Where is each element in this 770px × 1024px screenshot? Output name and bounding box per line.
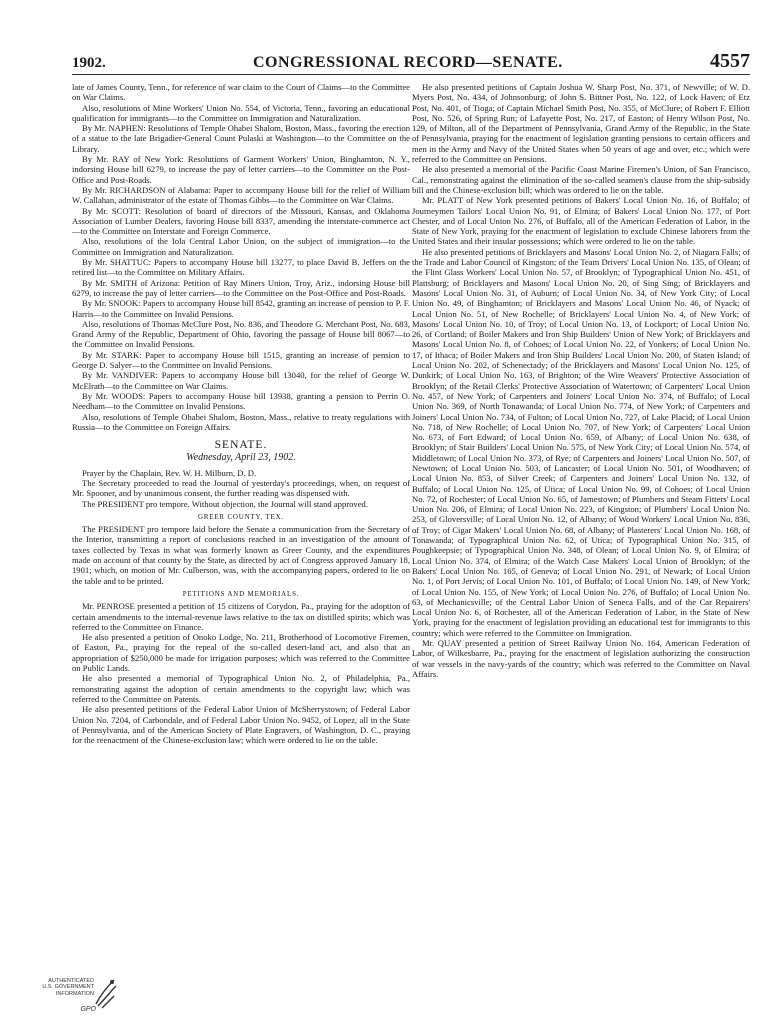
page-header [72, 50, 750, 75]
senate-date: Wednesday, April 23, 1902. [186, 452, 296, 464]
header-title: CONGRESSIONAL RECORD—SENATE. [252, 54, 563, 71]
house-paragraph: By Mr. RAY of New York: Resolutions of Garment Workers' Union, Binghamton, N. Y., indorsing House bill 6279, to increase the pay of letter carriers—to the Committee on the Post-Office and Post-Roads. [72, 154, 410, 185]
house-paragraph: Also, resolutions of Mine Workers' Union No. 554, of Victoria, Tenn., favoring an educational qualification for immigrants—to the Committee on Immigration and Naturalization. [72, 102, 410, 123]
petition-paragraph: He also presented a memorial of Typographical Union No. 2, of Philadelphia, Pa., remonstrating against the adoption of certain amendments to the copyright law; which was referred to the Committee on Patents. [72, 673, 410, 704]
greer-county-paragraph: The PRESIDENT pro tempore laid before the Senate a communication from the Secretary of the Interior, transmitting a report of conclusions reached in an investigation of the amount of taxes collected by Texas in what was formerly known as Greer County, and the expenditures made on account of that county by the State, as directed by act of Congress approved January 18, 1901; which, on motion of Mr. Culberson, was, with the accompanying papers, ordered to lie on the table and to be printed. [72, 524, 410, 586]
left-column [72, 82, 410, 972]
house-paragraph: By Mr. WOODS: Papers to accompany House bill 13938, granting a pension to Perrin O. Needham—to the Committee on Invalid Pensions. [72, 390, 410, 412]
senate-paragraph: The PRESIDENT pro tempore. Without objection, the Journal will stand approved. [82, 498, 368, 509]
petition-paragraph: Mr. QUAY presented a petition of Street Railway Union No. 164, American Federation of Labor, of Wilkesbarre, Pa., praying for the enactment of legislation authorizing the construction of war vessels in the navy-yards of the country; which was referred to the Committee on Naval Affairs. [412, 638, 750, 679]
petition-paragraph: He also presented petitions of Captain Joshua W. Sharp Post, No. 371, of Newville; of W. D. Myers Post, No. 434, of Johnsonburg; of John S. Bittner Post, No. 122, of Lock Haven; of Etz Post, No. 401, of Tioga; of Captain Michael Smith Post, No. 355, of McClure; of Robert F. Elliott Post, No. 526, of Spring Run; of Lafayette Post, No. 217, of Easton; of Henry Wilson Post, No. 129, of Milton, all of the Department of Pennsylvania, Grand Army of the Republic, in the State of Pennsylvania, praying for the enactment of legislation granting pensions to certain officers and men in the Army and Navy of the United States when 50 years of age and over, etc.; which were referred to the Committee on Pensions. [412, 82, 750, 165]
senate-heading: SENATE. [214, 439, 268, 452]
gpo-authentication-badge [4, 972, 122, 1016]
petition-paragraph: He also presented petitions of the Federal Labor Union of McSherrystown; of Federal Labor Union No. 7204, of Carbondale, and of Federal Labor Union No. 9452, of Lopez, all in the State of Pennsylvania, and of the American Society of Plate Engravers, of Washington, D. C., praying for the reenactment of the Chinese-exclusion law; which were ordered to lie on the table. [72, 704, 410, 746]
badge-line: INFORMATION [55, 990, 94, 997]
house-paragraph: By Mr. RICHARDSON of Alabama: Paper to accompany House bill for the relief of William W. Callahan, administrator of the estate of Thomas Gibbs—to the Committee on War Claims. [72, 184, 410, 206]
petition-paragraph: He also presented a petition of Onoko Lodge, No. 211, Brotherhood of Locomotive Firemen, of Easton, Pa., praying for the repeal of the so-called desert-land act, and also that an appropriation of $250,000 be made for irrigation purposes; which was referred to the Committee on Public Lands. [72, 632, 410, 674]
badge-line: U.S. GOVERNMENT [42, 984, 94, 991]
header-page-number: 4557 [709, 50, 750, 72]
senate-paragraph: Prayer by the Chaplain, Rev. W. H. Milburn, D. D. [82, 467, 257, 478]
house-paragraph: By Mr. SHATTUC: Papers to accompany House bill 13277, to place David B. Jeffers on the retired list—to the Committee on Military Affairs. [72, 257, 410, 278]
house-paragraph: Also, resolutions of Thomas McClure Post, No. 836, and Theodore G. Merchant Post, No. 683, Grand Army of the Republic, Department of Ohio, favoring the passage of House bill 8067—to the Committee on Invalid Pensions. [72, 318, 410, 350]
house-paragraph: Also, resolutions of Temple Ohabei Shalom, Boston, Mass., relative to treaty regulations with Russia—to the Committee on Foreign Affairs. [72, 411, 410, 432]
house-paragraph: By Mr. VANDIVER: Papers to accompany House bill 13040, for the relief of George W. McElrath—to the Committee on War Claims. [72, 370, 410, 391]
gpo-mark-text: GPO [80, 1005, 96, 1013]
petition-paragraph: He also presented a memorial of the Pacific Coast Marine Firemen's Union, of San Francisco, Cal., remonstrating against the elimination of the so-called seamen's clause from the ship-subsidy bill and the Chinese-exclusion bill; which was ordered to lie on the table. [412, 164, 750, 195]
house-paragraph: By Mr. SCOTT: Resolution of board of directors of the Missouri, Kansas, and Oklahoma Association of Lumber Dealers, favoring House bill 8337, amending the interstate-commerce act—to the Committee on Interstate and Foreign Commerce. [72, 205, 410, 237]
petition-paragraph: Mr. PENROSE presented a petition of 15 citizens of Corydon, Pa., praying for the adoption of certain amendments to the internal-revenue laws relative to the tax on distilled spirits; which was referred to the Committee on Finance. [72, 601, 410, 632]
house-paragraph: Also, resolutions of the Iola Central Labor Union, on the subject of immigration—to the Committee on Immigration and Naturalization. [72, 236, 410, 257]
two-column-body [72, 82, 750, 972]
house-paragraph: By Mr. STARK: Paper to accompany House bill 1515, granting an increase of pension to George D. Salyer—to the Committee on Invalid Pensions. [72, 349, 410, 371]
petitions-heading: PETITIONS AND MEMORIALS. [182, 589, 300, 598]
house-paragraph: late of James County, Tenn., for reference of war claim to the Court of Claims—to the Committee on War Claims. [72, 82, 410, 103]
header-year: 1902. [72, 55, 106, 71]
petition-paragraph: He also presented petitions of Bricklayers and Masons' Local Union No. 2, of Niagara Falls; of the Trade and Labor Council of Kingston; of the Team Drivers' Local Union No. 135, of Olean; of the Flint Glass Workers' Local Union No. 57, of Brooklyn; of Typographical Union No. 451, of Plattsburg; of Bricklayers and Masons' Local Union No. 20, of Sing Sing; of Bricklayers and Masons' Local Union No. 31, of Auburn; of Local Union No. 34, of New York City; of Local Union No. 49, of Binghamton; of Bricklayers and Masons' Local Union No. 46, of Nyack; of Local Union No. 51, of New Rochelle; of Bricklayers' Local Union No. 4, of New York; of Masons' Local Union No. 10, of Troy; of Local Union No. 13, of Lockport; of Local Union No. 26, of Cortland; of Boiler Makers and Iron Ship Builders' Union of New York; of Bricklayers and Masons' Local Union No. 8, of Cohoes; of Local Union No. 22, of Yonkers; of Local Union No. 17, of Ithaca; of Boiler Makers and Iron Ship Builders' Local Union No. 200, of Staten Island; of Local Union No. 202, of Schenectady; of the Bricklayers and Masons' Local Union No. 125, of Dunkirk; of Local Union No. 163, of Brighton; of the Wire Weavers' Protective Association of Brooklyn; of the Retail Clerks' Protective Association of Watertown; of Carpenters' Local Union No. 457, of New York; of Carpenters and Joiners' Local Union No. 374, of Buffalo; of Local Union No. 369, of North Tonawanda; of Local Union No. 774, of New York; of Carpenters and Joiners' Local Union No. 734, of Fulton; of Local Union No. 727, of Lake Placid; of Local Union No. 718, of New Rochelle; of Local Union No. 707, of New York; of Carpenters' Local Union No. 673, of Fort Edward; of Local Union No. 659, of Albany; of Local Union No. 638, of Brooklyn; of Stair Builders' Local Union No. 575, of New York City; of Local Union No. 574, of Middletown; of Local Union No. 373, of Rye; of Carpenters and Joiners' Local Union No. 507, of Newtown; of Local Union No. 503, of Lancaster; of Local Union No. 501, of Woodhaven; of Local Union No. 853, of Silver Creek; of Carpenters and Joiners' Local Union No. 132, of Buffalo; of Local Union No. 125, of Utica; of Local Union No. 99, of Cohoes; of Local Union No. 72, of Rochester; of Local Union No. 65, of Jamestown; of Plumbers and Steam Fitters' Local Union No. 206, of Elmira; of Local Union No. 223, of Kingston; of Plumbers' Local Union No. 253, of Gloversville; of Local Union No. 12, of Albany; of Wood Workers' Local Union No. 836, of Troy; of Cigar Makers' Local Union No. 68, of Albany; of Plasterers' Local Union No. 168, of Tonawanda; of Typographical Union No. 62, of Utica; of Typographical Union No. 315, of Poughkeepsie; of Typographical Union No. 348, of Olean; of Local Union No. 9, of Elmira; of Local Union No. 374, of Elmira; of the Watch Case Makers' Local Union of Brooklyn; of the Bakers' Local Union No. 165, of Geneva; of Local Union No. 291, of Newark; of Local Union No. 1, of Port Jervis; of Local Union No. 101, of Buffalo; of Local Union No. 149, of New York; of Local Union No. 155, of New York; of Local Union No. 276, of Buffalo; of Local Union No. 63, of Mechanicsville; of the Central Labor Union of Seneca Falls, and of the Car Repairers' Local Union No. 6, of Rochester, all of the American Federation of Labor, in the State of New York, praying for the enactment of legislation providing an educational test for immigrants to this country; which were referred to the Committee on Immigration. [412, 246, 750, 638]
petition-paragraph: Mr. PLATT of New York presented petitions of Bakers' Local Union No. 16, of Buffalo; of Journeymen Tailors' Local Union No. 91, of Elmira; of Bakers' Local Union No. 177, of Port Chester, and of Local Union No. 276, of Buffalo, all of the American Federation of Labor, in the State of New York, praying for the enactment of legislation to exclude Chinese laborers from the United States and their insular possessions; which were ordered to lie on the table. [412, 195, 750, 247]
right-column [412, 82, 750, 972]
badge-line: AUTHENTICATED [48, 978, 94, 984]
house-paragraph: By Mr. SMITH of Arizona: Petition of Ray Miners Union, Troy, Ariz., indorsing House bill 6279, to increase the pay of letter carriers—to the Committee on the Post-Office and Post-Roads. [72, 277, 410, 298]
senate-paragraph: The Secretary proceeded to read the Journal of yesterday's proceedings, when, on request of Mr. Spooner, and by unanimous consent, the further reading was dispensed with. [72, 477, 410, 499]
house-paragraph: By Mr. NAPHEN: Resolutions of Temple Ohabei Shalom, Boston, Mass., favoring the erection of a statue to the late Brigadier-General Count Pulaski at Washington—to the Committee on the Library. [72, 123, 410, 154]
eagle-logo-icon [92, 974, 118, 1012]
greer-county-heading: GREER COUNTY, TEX. [197, 512, 285, 521]
house-paragraph: By Mr. SNOOK: Papers to accompany House bill 8542, granting an increase of pension to P. F. Harris—to the Committee on Invalid Pensions. [72, 298, 410, 319]
